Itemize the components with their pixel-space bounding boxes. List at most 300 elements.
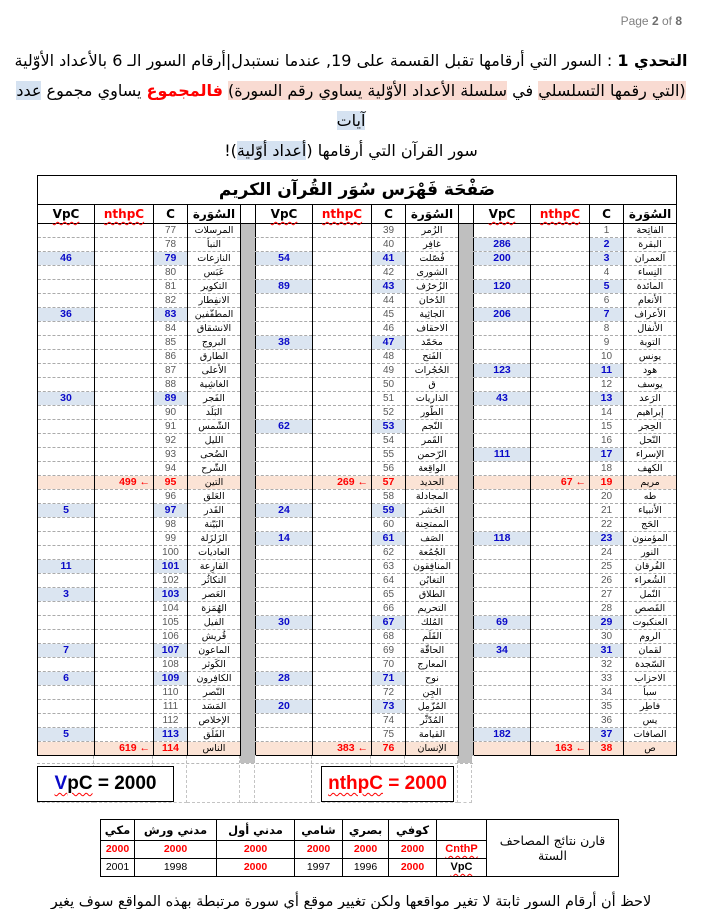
separator-cell — [459, 364, 474, 378]
vpc-cell — [256, 476, 313, 490]
nthpc-cell — [95, 252, 154, 266]
vpc-cell — [256, 588, 313, 602]
nthpc-cell — [313, 224, 372, 238]
surah-name-cell: الممتحِنة — [406, 518, 459, 532]
page-number-text: of — [658, 14, 676, 28]
surah-number-cell: 23 — [590, 532, 624, 546]
vpc-cell — [38, 448, 95, 462]
count-value-cell: 2000 — [389, 859, 437, 877]
separator-cell — [241, 504, 256, 518]
nthpc-cell — [313, 616, 372, 630]
nthpc-cell — [531, 350, 590, 364]
grid-remnant-cell — [255, 756, 312, 763]
surah-name-cell: التين — [188, 476, 241, 490]
separator-cell — [241, 532, 256, 546]
surah-name-cell: الطّور — [406, 406, 459, 420]
table-title: صَفْحَة فَهْرَس سُوَر القُرآن الكريم — [38, 176, 677, 205]
table-row — [38, 476, 677, 490]
vpc-cell: 34 — [474, 644, 531, 658]
surah-number-cell: 67 — [372, 616, 406, 630]
table-row — [38, 308, 677, 322]
surah-number-cell: 4 — [590, 266, 624, 280]
vpc-cell: 5 — [38, 504, 95, 518]
separator-cell — [459, 476, 474, 490]
separator-cell — [241, 406, 256, 420]
separator-cell — [241, 266, 256, 280]
surah-number-cell: 70 — [372, 658, 406, 672]
separator-cell — [241, 364, 256, 378]
grid-remnant-cell — [153, 756, 187, 763]
surah-name-cell: النّحل — [624, 434, 677, 448]
count-value-cell: 1997 — [295, 859, 343, 877]
comparison-header-row — [101, 820, 619, 841]
surah-number-cell: 55 — [372, 448, 406, 462]
vpc-cell — [256, 714, 313, 728]
nthpc-cell — [95, 238, 154, 252]
vpc-cell — [38, 378, 95, 392]
table-title-row — [38, 176, 677, 205]
surah-number-cell: 108 — [154, 658, 188, 672]
surah-name-cell: الأنفال — [624, 322, 677, 336]
nthpc-cell — [313, 294, 372, 308]
surah-number-cell: 54 — [372, 434, 406, 448]
vpc-cell: 14 — [256, 532, 313, 546]
separator-cell — [241, 280, 256, 294]
nthpc-cell — [531, 308, 590, 322]
surah-name-cell: الحِجر — [624, 420, 677, 434]
nthpc-cell: 499 ← — [95, 476, 154, 490]
vpc-cell — [38, 420, 95, 434]
surah-name-cell: يوسف — [624, 378, 677, 392]
surah-name-cell: يونس — [624, 350, 677, 364]
table-header-row — [38, 205, 677, 224]
vpc-cell: 3 — [38, 588, 95, 602]
surah-name-cell: البَلَد — [188, 406, 241, 420]
surah-number-cell: 105 — [154, 616, 188, 630]
grid-remnant-cell — [187, 756, 240, 763]
column-header-nthpc: nthpC — [313, 205, 372, 224]
nthpc-cell — [95, 686, 154, 700]
grid-remnant-strip — [37, 756, 473, 764]
table-row — [38, 406, 677, 420]
nthpc-total-value: = 2000 — [382, 773, 447, 794]
nthpc-cell — [531, 434, 590, 448]
surah-number-cell: 49 — [372, 364, 406, 378]
surah-name-cell: الأعراف — [624, 308, 677, 322]
intro-paragraph — [6, 46, 696, 166]
table-row — [38, 462, 677, 476]
nthpc-cell — [531, 392, 590, 406]
surah-number-cell: 102 — [154, 574, 188, 588]
separator-cell — [459, 672, 474, 686]
surah-number-cell: 59 — [372, 504, 406, 518]
surah-number-cell: 104 — [154, 602, 188, 616]
vpc-total-box — [37, 766, 174, 802]
surah-number-cell: 87 — [154, 364, 188, 378]
separator-cell — [241, 434, 256, 448]
surah-number-cell: 2 — [590, 238, 624, 252]
table-row — [38, 602, 677, 616]
vpc-cell — [256, 602, 313, 616]
vpc-cell — [474, 560, 531, 574]
nthpc-cell — [531, 672, 590, 686]
separator-cell — [241, 630, 256, 644]
surah-name-cell: الفَتح — [406, 350, 459, 364]
nthpc-cell — [95, 588, 154, 602]
surah-number-cell: 45 — [372, 308, 406, 322]
vpc-cell — [38, 630, 95, 644]
separator-cell — [241, 546, 256, 560]
vpc-cell — [38, 574, 95, 588]
separator-cell — [241, 294, 256, 308]
totals-row — [37, 765, 675, 805]
separator-cell — [241, 378, 256, 392]
vpc-cell — [474, 490, 531, 504]
page-number-text: 2 — [651, 14, 659, 28]
surah-name-cell: المُدّثّر — [406, 714, 459, 728]
intro-text-segment: يساوي مجموع — [41, 81, 147, 100]
nthpc-cell — [313, 266, 372, 280]
vpc-cell: 182 — [474, 728, 531, 742]
separator-cell — [459, 420, 474, 434]
surah-name-cell: النبأ — [188, 238, 241, 252]
surah-number-cell: 26 — [590, 574, 624, 588]
surah-name-cell: يس — [624, 714, 677, 728]
separator-cell — [241, 658, 256, 672]
separator-cell — [459, 700, 474, 714]
surah-number-cell: 18 — [590, 462, 624, 476]
surah-number-cell: 68 — [372, 630, 406, 644]
surah-name-cell: عَبَس — [188, 266, 241, 280]
surah-name-cell: الحَشر — [406, 504, 459, 518]
nthpc-cell — [313, 462, 372, 476]
nthpc-cell — [313, 364, 372, 378]
vpc-cell — [38, 294, 95, 308]
surah-name-cell: الأنبياء — [624, 504, 677, 518]
surah-number-cell: 6 — [590, 294, 624, 308]
surah-number-cell: 114 — [154, 742, 188, 756]
separator-cell — [241, 700, 256, 714]
surah-name-cell: الكَوثر — [188, 658, 241, 672]
surah-name-cell: القيامة — [406, 728, 459, 742]
surah-name-cell: الشّمس — [188, 420, 241, 434]
nthpc-cell — [531, 658, 590, 672]
vpc-cell — [38, 322, 95, 336]
surah-name-cell: العاديات — [188, 546, 241, 560]
vpc-cell — [256, 644, 313, 658]
nthpc-cell — [531, 378, 590, 392]
surah-name-cell: الواقِعة — [406, 462, 459, 476]
surah-name-cell: الصَف — [406, 532, 459, 546]
surah-name-cell: الأنعام — [624, 294, 677, 308]
mushaf-column-header: مدني أول — [217, 820, 295, 841]
nthpc-cell — [313, 350, 372, 364]
vpc-cell: 69 — [474, 616, 531, 630]
surah-name-cell: الحاقّة — [406, 644, 459, 658]
separator-cell — [241, 714, 256, 728]
surah-number-cell: 80 — [154, 266, 188, 280]
surah-number-cell: 107 — [154, 644, 188, 658]
nthpc-cell — [95, 364, 154, 378]
vpc-cell — [256, 406, 313, 420]
nthpc-cell — [313, 448, 372, 462]
vpc-cell — [474, 518, 531, 532]
nthpc-cell — [531, 700, 590, 714]
vpc-cell — [256, 308, 313, 322]
surah-name-cell: الطلاق — [406, 588, 459, 602]
row-label-cell — [437, 859, 487, 877]
surah-name-cell: النور — [624, 546, 677, 560]
separator-cell — [241, 420, 256, 434]
vpc-cell — [256, 294, 313, 308]
nthpc-cell — [531, 406, 590, 420]
surah-number-cell: 53 — [372, 420, 406, 434]
nthpc-cell — [313, 336, 372, 350]
surah-number-cell: 51 — [372, 392, 406, 406]
column-header-vpc: VpC — [474, 205, 531, 224]
surah-name-cell: القارِعة — [188, 560, 241, 574]
vpc-cell: 54 — [256, 252, 313, 266]
nthpc-cell — [95, 658, 154, 672]
surah-name-cell: المعارج — [406, 658, 459, 672]
nthpc-cell — [95, 672, 154, 686]
vpc-cell: 30 — [38, 392, 95, 406]
surah-number-cell: 22 — [590, 518, 624, 532]
surah-number-cell: 90 — [154, 406, 188, 420]
nthpc-cell — [95, 532, 154, 546]
surah-name-cell: التكوير — [188, 280, 241, 294]
surah-number-cell: 44 — [372, 294, 406, 308]
nthpc-cell — [313, 602, 372, 616]
surah-name-cell: القَصص — [624, 602, 677, 616]
surah-name-cell: ص — [624, 742, 677, 756]
intro-text-segment: فالمجموع — [146, 81, 223, 100]
surah-name-cell: الفيل — [188, 616, 241, 630]
vpc-cell: 7 — [38, 644, 95, 658]
vpc-total-value: = 2000 — [92, 773, 157, 794]
separator-cell — [241, 644, 256, 658]
surah-name-cell: محَمّد — [406, 336, 459, 350]
nthpc-cell — [313, 700, 372, 714]
table-row — [38, 742, 677, 756]
surah-number-cell: 60 — [372, 518, 406, 532]
nthpc-cell — [95, 266, 154, 280]
nthpc-cell — [95, 392, 154, 406]
vpc-cell — [256, 238, 313, 252]
vpc-cell — [38, 532, 95, 546]
separator-cell — [459, 546, 474, 560]
surah-name-cell: الفُرقان — [624, 560, 677, 574]
surah-name-cell: لقمان — [624, 644, 677, 658]
vpc-cell — [38, 700, 95, 714]
nthpc-cell — [313, 574, 372, 588]
surah-name-cell: المَسَد — [188, 700, 241, 714]
surah-name-cell: الانشقاق — [188, 322, 241, 336]
surah-number-cell: 92 — [154, 434, 188, 448]
surah-name-cell: المُزّمِل — [406, 700, 459, 714]
vpc-cell — [474, 630, 531, 644]
nthpc-cell — [313, 490, 372, 504]
nthpc-cell — [95, 546, 154, 560]
separator-cell — [459, 504, 474, 518]
surah-name-cell: الفَجر — [188, 392, 241, 406]
nthpc-cell — [95, 462, 154, 476]
surah-name-cell: العَصر — [188, 588, 241, 602]
nthpc-cell — [531, 420, 590, 434]
nthpc-cell — [313, 728, 372, 742]
separator-cell — [459, 392, 474, 406]
nthpc-cell — [95, 700, 154, 714]
vpc-cell — [256, 378, 313, 392]
separator-cell — [459, 294, 474, 308]
surah-number-cell: 38 — [590, 742, 624, 756]
separator-cell — [241, 560, 256, 574]
surah-number-cell: 72 — [372, 686, 406, 700]
nthpc-cell — [313, 560, 372, 574]
surah-name-cell: البروج — [188, 336, 241, 350]
separator-cell — [459, 462, 474, 476]
vpc-cell — [38, 434, 95, 448]
surah-name-cell: التغابُن — [406, 574, 459, 588]
surah-name-cell: الإنسان — [406, 742, 459, 756]
separator-cell — [241, 462, 256, 476]
surah-number-cell: 27 — [590, 588, 624, 602]
vpc-cell — [474, 686, 531, 700]
surah-number-cell: 94 — [154, 462, 188, 476]
column-header-surah: السُوَرة — [406, 205, 459, 224]
vpc-cell — [38, 266, 95, 280]
count-value-cell: 2000 — [389, 841, 437, 859]
vpc-cell — [38, 224, 95, 238]
table-row — [38, 630, 677, 644]
nthpc-cell — [531, 728, 590, 742]
surah-name-cell: إبراهيم — [624, 406, 677, 420]
surah-number-cell: 19 — [590, 476, 624, 490]
vpc-cell — [38, 476, 95, 490]
grid-remnant-cell — [312, 756, 371, 763]
intro-text-segment: )! — [224, 141, 237, 160]
separator-column — [459, 205, 474, 224]
separator-cell — [459, 686, 474, 700]
nthpc-cell — [531, 336, 590, 350]
surah-number-cell: 46 — [372, 322, 406, 336]
surah-name-cell: النازعات — [188, 252, 241, 266]
separator-cell — [459, 280, 474, 294]
surah-name-cell: التكاثُر — [188, 574, 241, 588]
surah-name-cell: التوبة — [624, 336, 677, 350]
count-value-cell: 2000 — [217, 859, 295, 877]
surah-name-cell: القَلَم — [406, 630, 459, 644]
separator-cell — [241, 742, 256, 756]
table-row — [38, 672, 677, 686]
table-row — [38, 644, 677, 658]
vpc-cell: 24 — [256, 504, 313, 518]
vpc-cell: 89 — [256, 280, 313, 294]
table-row — [38, 560, 677, 574]
surah-number-cell: 31 — [590, 644, 624, 658]
surah-name-cell: الاحقاف — [406, 322, 459, 336]
vpc-cell — [474, 322, 531, 336]
vpc-cell — [256, 658, 313, 672]
grid-remnant-cell — [240, 756, 255, 763]
table-row — [38, 252, 677, 266]
vpc-cell: 286 — [474, 238, 531, 252]
nthpc-cell — [531, 518, 590, 532]
table-row — [38, 574, 677, 588]
nthpc-cell — [531, 364, 590, 378]
table-row — [38, 420, 677, 434]
vpc-cell — [474, 224, 531, 238]
surah-name-cell: التحريم — [406, 602, 459, 616]
vpc-cell — [256, 462, 313, 476]
vpc-cell — [38, 238, 95, 252]
vpc-total-name: pC — [67, 773, 93, 794]
surah-number-cell: 81 — [154, 280, 188, 294]
footer-note — [0, 889, 702, 909]
vpc-cell — [38, 616, 95, 630]
mushaf-column-header: مدني ورش — [135, 820, 217, 841]
surah-number-cell: 112 — [154, 714, 188, 728]
surah-name-cell: الليل — [188, 434, 241, 448]
surah-number-cell: 76 — [372, 742, 406, 756]
vpc-cell — [38, 686, 95, 700]
nthpc-cell — [313, 644, 372, 658]
grid-remnant-cell — [240, 765, 255, 803]
vpc-cell — [256, 266, 313, 280]
surah-number-cell: 79 — [154, 252, 188, 266]
table-row — [38, 392, 677, 406]
table-row — [38, 588, 677, 602]
vpc-cell — [474, 378, 531, 392]
nthpc-cell — [531, 686, 590, 700]
separator-cell — [241, 392, 256, 406]
surah-number-cell: 39 — [372, 224, 406, 238]
surah-name-cell: القَدر — [188, 504, 241, 518]
vpc-cell — [256, 434, 313, 448]
surah-name-cell: المنافِقون — [406, 560, 459, 574]
separator-cell — [241, 574, 256, 588]
vpc-cell — [474, 336, 531, 350]
surah-name-cell: الكهف — [624, 462, 677, 476]
surah-name-cell: سبأ — [624, 686, 677, 700]
nthpc-cell — [531, 714, 590, 728]
count-value-cell: 2000 — [343, 841, 389, 859]
separator-cell — [241, 448, 256, 462]
table-row — [38, 434, 677, 448]
intro-text-segment: (التي رقمها التسلسلي — [538, 81, 686, 100]
separator-cell — [459, 252, 474, 266]
surah-name-cell: المؤمنون — [624, 532, 677, 546]
separator-cell — [241, 602, 256, 616]
surah-name-cell: طه — [624, 490, 677, 504]
grid-remnant-cell — [458, 756, 472, 763]
surah-number-cell: 48 — [372, 350, 406, 364]
nthpc-cell — [95, 728, 154, 742]
page-number-text: Page — [620, 14, 652, 28]
surah-number-cell: 74 — [372, 714, 406, 728]
separator-cell — [241, 336, 256, 350]
surah-number-cell: 113 — [154, 728, 188, 742]
vpc-cell — [474, 742, 531, 756]
table-row — [38, 280, 677, 294]
vpc-cell — [474, 588, 531, 602]
surah-number-cell: 25 — [590, 560, 624, 574]
nthpc-cell — [313, 504, 372, 518]
surah-name-cell: الزُمر — [406, 224, 459, 238]
nthpc-cell — [531, 560, 590, 574]
count-value-cell: 2000 — [135, 841, 217, 859]
surah-number-cell: 58 — [372, 490, 406, 504]
